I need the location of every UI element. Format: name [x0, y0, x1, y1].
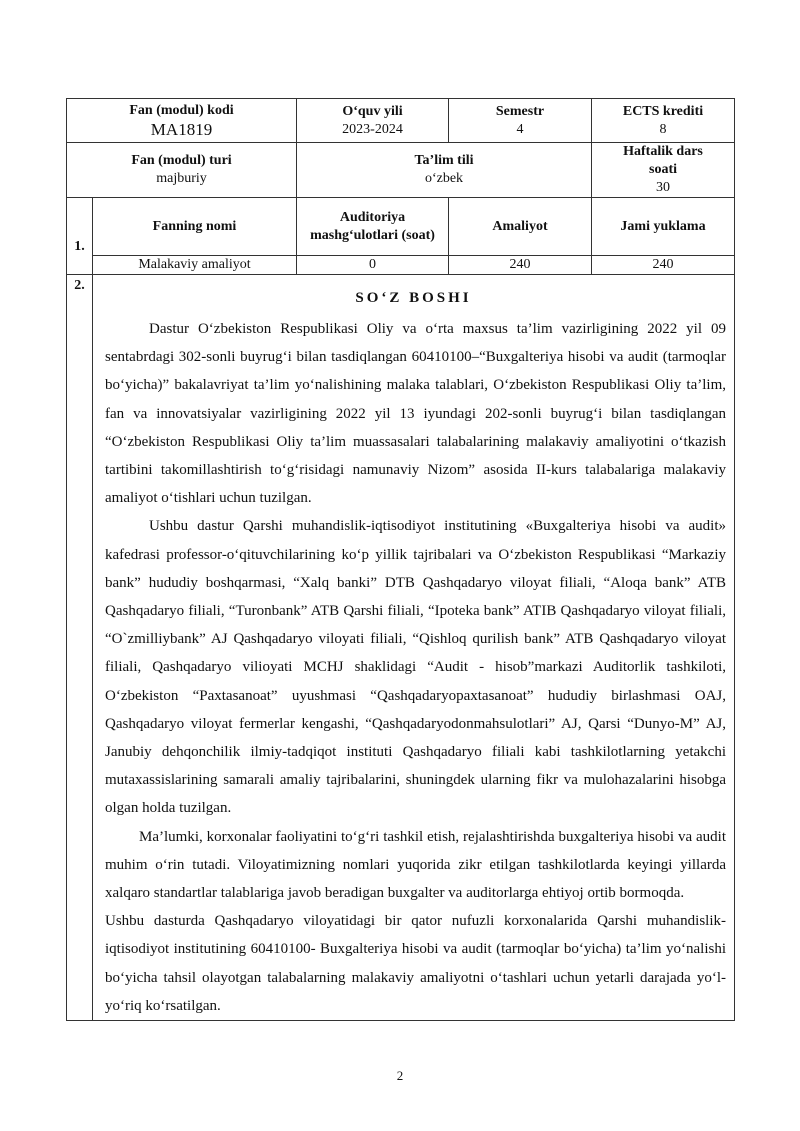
lang-cell [297, 143, 592, 198]
foreword-paragraph-2: Ushbu dastur Qarshi muhandislik-iqtisodiyot institutining «Buxgalteriya hisobi va audit» kafedrasi professor-o‘qituvchilarining ko‘p yillik tajribalari va O‘zbekiston Respublikasi “Markaziy bank” hududiy boshqarmasi, “Xalq banki” DTB Qashqadaryo viloyat filiali, “Aloqa bank” ATB Qashqadaryo filiali, “Turonbank” ATB Qarshi filiali, “Ipoteka bank” ATIB Qashqadaryo viloyat filiali, “O`zmilliybank” AJ Qashqadaryo viloyati filiali, “Qishloq qurilish bank” ATB Qashqadaryo viloyat filiali, Qashqadaryo vilioyati MCHJ shaklidagi “Audit - hisob”markazi Auditorlik tashkiloti, O‘zbekiston “Paxtasanoat” uyushmasi “Qashqadaryopaxtasanoat” hududiy birlashmasi OAJ, Qashqadaryo viloyat fermerlar kengashi, “Qashqadaryodonmahsulotlari” AJ, Qarsi “Dunyo-M” AJ, Janubiy dehqonchilik ilmiy-tadqiqot instituti Qashqadaryo filiali kabi tashkilotlarning yetakchi mutaxassislarining samarali amaliy tajribalarini, shuningdek ularning fikr va mulohazalarini hisobga olgan holda tuzilgan. [105, 518, 726, 817]
page-number: 2 [396, 1068, 404, 1083]
foreword-heading: SO‘Z BOSHI [355, 290, 472, 306]
ects-value: 8 [659, 121, 667, 137]
lang-label: Ta’lim tili [414, 153, 474, 168]
semester-label: Semestr [495, 103, 545, 119]
section1-data-row [67, 256, 735, 275]
weekly-value: 30 [656, 180, 670, 195]
header-row-1 [67, 99, 735, 143]
practice-value: 240 [449, 256, 592, 275]
section2-number: 2. [67, 275, 93, 1021]
weekly-label: Haftalik dars soati [623, 144, 703, 177]
year-cell [297, 99, 449, 143]
type-label: Fan (modul) turi [131, 153, 232, 168]
col-subject-name: Fanning nomi [93, 198, 297, 256]
ects-cell [592, 99, 735, 143]
foreword-paragraph-3: Ma’lumki, korxonalar faoliyatini to‘g‘ri tashkil etish, rejalashtirishda buxgalteriya hisobi va audit muhim o‘rin tutadi. Viloyatimizning nomlari yuqorida zikr etilgan tashkilotlarda keyingi yillarda xalqaro standartlar talablariga javob beradigan buxgalter va auditorlarga ehtiyoj ortib bormoqda. [105, 828, 726, 902]
course-info-table [66, 98, 735, 1021]
lang-value: o‘zbek [424, 171, 464, 186]
section2-row [67, 275, 735, 1021]
total-load-value: 240 [592, 256, 735, 275]
auditory-hours-value: 0 [297, 256, 449, 275]
type-cell [67, 143, 297, 198]
year-value: 2023-2024 [342, 121, 403, 137]
col-total-load: Jami yuklama [592, 198, 735, 256]
year-label: O‘quv yili [342, 103, 403, 119]
code-value: MA1819 [150, 119, 213, 139]
col-practice: Amaliyot [449, 198, 592, 256]
col-auditory-hours: Auditoriya mashg‘ulotlari (soat) [297, 198, 449, 256]
code-cell [67, 99, 297, 143]
section1-header-row [67, 198, 735, 256]
semester-cell [449, 99, 592, 143]
section1-number: 1. [67, 198, 93, 275]
type-value: majburiy [156, 171, 207, 186]
semester-value: 4 [516, 121, 524, 137]
foreword-cell [93, 275, 735, 1021]
foreword-paragraph-4: Ushbu dasturda Qashqadaryo viloyatidagi bir qator nufuzli korxonalarida Qarshi muhandislik-iqtisodiyot institutining 60410100- Buxgalteriya hisobi va audit (tarmoqlar bo‘yicha) ta’lim yo‘nalishi bo‘yicha tahsil olayotgan talabalarning malakaviy amaliyotni o‘tashlari uchun yetarli darajada yo‘l-yo‘riq ko‘rsatilgan. [105, 913, 726, 1014]
header-row-2 [67, 143, 735, 198]
weekly-cell [592, 143, 735, 198]
foreword-paragraph-1: Dastur O‘zbekiston Respublikasi Oliy va o‘rta maxsus ta’lim vazirligining 2022 yil 09 sentabrdagi 302-sonli buyrug‘i bilan tasdiqlangan 60410100–“Buxgalteriya hisobi va audit (tarmoqlar bo‘yicha)” bakalavriyat ta’lim yo‘nalishining malaka talablari, O‘zbekiston Respublikasi Oliy ta’lim, fan va innovatsiyalar vazirligining 2022 yil 13 iyundagi 202-sonli buyrug‘i bilan tasdiqlangan “O‘zbekiston Respublikasi Oliy ta’lim muassasalari talabalarining malakaviy amaliyotini o‘tkazish tartibini takomillashtirish to‘g‘risidagi namunaviy Nizom” asosida II-kurs talabalariga malakaviy amaliyot o‘tishlari uchun tuzilgan. [105, 321, 726, 507]
code-label: Fan (modul) kodi [129, 102, 234, 118]
ects-label: ECTS krediti [622, 103, 704, 119]
subject-name-value: Malakaviy amaliyot [93, 256, 297, 275]
